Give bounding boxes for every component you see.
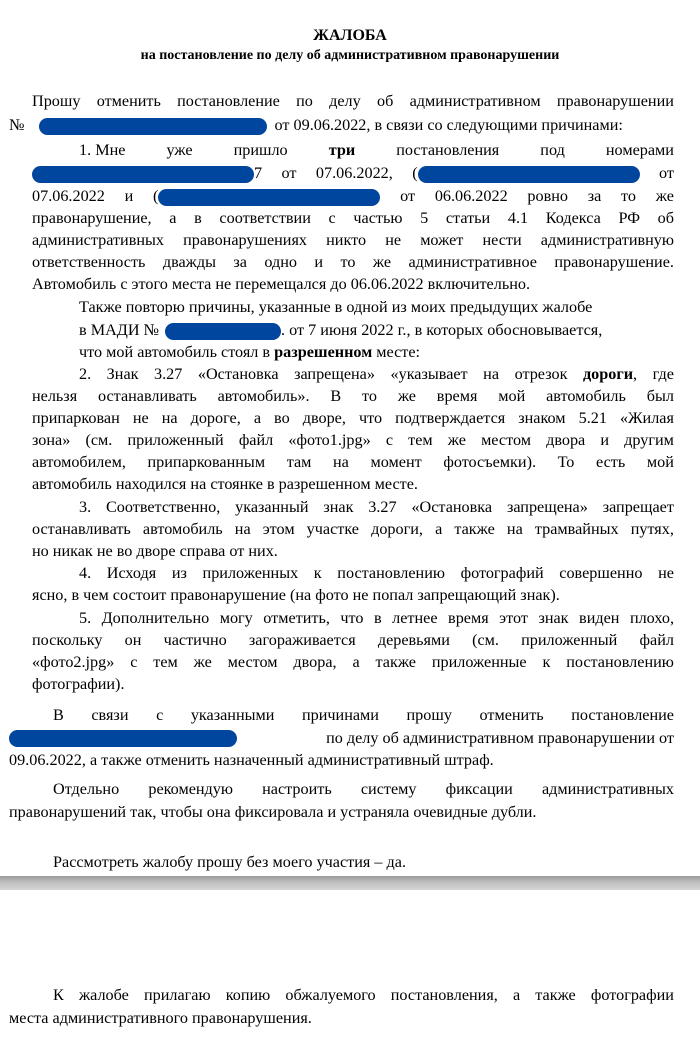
word: 3. (79, 498, 92, 516)
word: 2. (79, 365, 92, 383)
text-line: Рассмотреть жалобу прошу без моего участия – да. (53, 853, 407, 871)
word: указанный (235, 498, 309, 516)
word: Дополнительно (101, 609, 210, 627)
word: не (385, 231, 402, 249)
word: 5. (79, 609, 92, 627)
word: Кодекса (545, 209, 601, 227)
separately-line-1 (53, 780, 674, 799)
word: отрезок (514, 365, 568, 383)
word: он (124, 631, 142, 649)
word: частью (353, 209, 403, 227)
word: был (646, 387, 674, 405)
word: правонарушениях (183, 231, 308, 249)
also-line-2 (79, 321, 602, 340)
text-segment: . от 7 июня 2022 г., в которых обосновывается, (281, 321, 603, 339)
separately-line-2 (9, 803, 536, 822)
word: приложенные (431, 653, 527, 671)
word: ровно (527, 187, 568, 205)
p1-line-5 (32, 231, 674, 250)
word: (см. (85, 431, 113, 449)
word: приложенный (127, 431, 224, 449)
word: от (659, 164, 674, 182)
word: административных (32, 231, 164, 249)
word: дороге, (190, 409, 241, 427)
word: административном (409, 92, 541, 110)
word: останавливать (97, 387, 197, 405)
word: тем (408, 431, 433, 449)
word-bold: три (328, 141, 356, 159)
word: статьи (445, 209, 491, 227)
word: трамвайных (534, 520, 619, 538)
word: путях, (630, 520, 674, 538)
word: а (435, 520, 443, 538)
word: фотографий (460, 564, 544, 582)
p2-line-1 (79, 365, 674, 384)
word: запрещена» (506, 498, 588, 516)
word: с (385, 431, 394, 449)
redaction-group (32, 164, 262, 183)
request-line-3 (9, 751, 494, 770)
p1-line-2 (32, 164, 674, 183)
word: есть (596, 453, 626, 471)
consider-line (53, 853, 406, 872)
word: Исходя (106, 564, 157, 582)
word: подтверждается (395, 409, 506, 427)
word: на (234, 520, 251, 538)
word: «фото1.jpg» (288, 431, 371, 449)
p3-line-2 (32, 520, 674, 539)
word: дважды (162, 253, 216, 271)
p4-line-2 (32, 586, 560, 605)
word: и (124, 187, 134, 205)
redaction-group (412, 164, 639, 183)
word: (см. (472, 631, 499, 649)
word: постановления (396, 141, 500, 159)
word: совершенно (559, 564, 643, 582)
word: что (358, 409, 383, 427)
word: «Остановка (197, 365, 279, 383)
word: административных (541, 780, 674, 798)
word: мой (498, 387, 526, 405)
text-line: по делу об административном правонарушении от (326, 729, 674, 747)
word: за (233, 253, 247, 271)
word: знак (323, 498, 354, 516)
word: РФ (618, 209, 640, 227)
word: загораживается (248, 631, 356, 649)
word: дороги, (582, 365, 638, 383)
word: 07.06.2022, (315, 164, 393, 182)
p1-line-7 (32, 275, 530, 294)
word: к (542, 653, 551, 671)
word: что (340, 609, 364, 627)
word: автомобиль (142, 520, 223, 538)
word: может (420, 231, 464, 249)
word: систему (360, 780, 417, 798)
word: 4. (79, 564, 92, 582)
word: Прошу (32, 92, 81, 110)
word: же (372, 253, 392, 271)
also-line-1 (79, 298, 592, 317)
word: а (512, 986, 521, 1004)
redaction-bar (9, 730, 237, 747)
p1-line-3 (32, 187, 674, 206)
word: то (621, 187, 637, 205)
word: двора, (293, 653, 337, 671)
word: отменить (479, 706, 544, 724)
word: же (193, 653, 212, 671)
text-line: места административного правонарушения. (9, 1009, 312, 1027)
word: этот (499, 609, 528, 627)
word: на (161, 409, 178, 427)
also-line-3 (79, 343, 420, 362)
request-line-1 (53, 706, 674, 725)
word: виден (579, 609, 620, 627)
word: а (352, 653, 360, 671)
word: с (156, 706, 164, 724)
word: связи (91, 706, 129, 724)
p1-line-6 (32, 253, 674, 272)
word: и (600, 431, 610, 449)
word: уже (166, 141, 193, 159)
page-break (0, 876, 700, 890)
word: не (658, 564, 674, 582)
word: знаком (518, 409, 566, 427)
word: автомобилем, (32, 453, 126, 471)
word: ( (152, 187, 159, 205)
word: «указывает (390, 365, 468, 383)
word: не (132, 409, 149, 427)
word: с (328, 209, 336, 227)
text-line: но никак не во дворе справа от них. (32, 542, 278, 560)
word: от (281, 164, 297, 182)
word: приложенных (202, 564, 299, 582)
text-line: Автомобиль с этого места не перемещался до 06.06.2022 включительно. (32, 275, 531, 293)
word: «Жилая (619, 409, 674, 427)
word: «фото2.jpg» (32, 653, 115, 671)
word: 7 (254, 164, 263, 182)
word: автомобиль (546, 387, 626, 405)
p2-line-5 (32, 453, 674, 472)
word: также (375, 653, 416, 671)
document-page-2 (0, 890, 700, 1038)
word: зона» (32, 431, 71, 449)
word: же (447, 431, 466, 449)
word: К (53, 986, 64, 1004)
word: где (652, 365, 674, 383)
redaction-group (153, 187, 380, 206)
word: То (557, 453, 575, 471)
word: на (506, 520, 523, 538)
word: в (374, 609, 382, 627)
word: участке (306, 520, 359, 538)
p2-line-6 (32, 475, 418, 494)
word: время (448, 609, 489, 627)
word: рекомендую (148, 780, 233, 798)
word: соответствии (219, 209, 311, 227)
document-title: ЖАЛОБА (313, 27, 387, 44)
word: правонарушение, (32, 209, 152, 227)
word: копию (225, 986, 271, 1004)
word: время (436, 387, 478, 405)
word: отметить, (263, 609, 330, 627)
word: одно (264, 253, 298, 271)
intro-rest: от 09.06.2022, в связи со следующими причинами: (274, 116, 623, 134)
text-line: ясно, в чем состоит правонарушение (на фото не попал запрещающий знак). (32, 586, 560, 604)
word: пришло (233, 141, 288, 159)
word: ( (412, 164, 418, 182)
word: под (540, 141, 565, 159)
word: причинами (301, 706, 379, 724)
word: за (587, 187, 602, 205)
word: мой (646, 453, 674, 471)
word: останавливать (32, 520, 131, 538)
word: дворе, (302, 409, 346, 427)
word: Соответственно, (105, 498, 221, 516)
intro-line-2 (9, 116, 623, 135)
p5-line-4 (32, 675, 125, 694)
word: могу (219, 609, 253, 627)
p2-line-2 (32, 387, 674, 406)
word: припаркованным (147, 453, 266, 471)
word: же (397, 387, 416, 405)
word: и (314, 253, 324, 271)
word: постановлению (337, 564, 445, 582)
word: 3.27 (368, 498, 397, 516)
word: а (169, 209, 177, 227)
attach-line-1 (53, 986, 674, 1005)
word: обжалуемого (285, 986, 376, 1004)
word: 3.27 (154, 365, 183, 383)
word: по (296, 92, 313, 110)
word: местом (227, 653, 278, 671)
word: деревьями (377, 631, 450, 649)
text-line: 09.06.2022, а также отменить назначенный административный штраф. (9, 751, 494, 769)
p2-line-4 (32, 431, 674, 450)
p4-line-1 (79, 564, 674, 583)
attach-line-2 (9, 1009, 312, 1028)
word: прилагаю (143, 986, 211, 1004)
word: указанными (190, 706, 275, 724)
text-line: фотографии). (32, 675, 125, 693)
word: к (313, 564, 322, 582)
word: 07.06.2022 (32, 187, 105, 205)
word: постановления, (390, 986, 498, 1004)
intro-line-1 (32, 92, 674, 111)
word: местом (481, 431, 531, 449)
word: постановление (571, 706, 674, 724)
word: частично (163, 631, 227, 649)
word: плохо, (629, 609, 674, 627)
text-segment: месте: (376, 343, 421, 361)
word: жалобе (78, 986, 129, 1004)
word: прошу (406, 706, 452, 724)
word: на (333, 453, 349, 471)
word: правонарушении (556, 92, 674, 110)
word: этом (262, 520, 295, 538)
request-line-2 (9, 729, 674, 748)
word: об (376, 92, 394, 110)
word: а (253, 409, 261, 427)
document-subtitle: на постановление по делу об административном правонарушении (140, 48, 560, 63)
word: во (274, 409, 290, 427)
word: никто (326, 231, 367, 249)
word: же (655, 187, 674, 205)
word: постановлению (566, 653, 674, 671)
word: то (362, 387, 377, 405)
word: 06.06.2022 (434, 187, 508, 205)
word: тем (153, 653, 178, 671)
word: административное (408, 253, 537, 271)
word: фиксации (445, 780, 513, 798)
text-line: правонарушений так, чтобы она фиксировала и устраняла очевидные дубли. (9, 803, 537, 821)
word: правонарушение. (554, 253, 674, 271)
word: то (340, 253, 356, 271)
redaction-bar (39, 118, 267, 135)
word: делу (329, 92, 361, 110)
word: 1. Мне (79, 141, 126, 159)
word: с (130, 653, 138, 671)
text-line: автомобиль находился на стоянке в разрешенном месте. (32, 475, 418, 493)
redaction-bar (158, 189, 380, 206)
word: Отдельно (53, 780, 120, 798)
word: летнее (392, 609, 438, 627)
word: Знак (106, 365, 139, 383)
word: фотографии (590, 986, 674, 1004)
redaction-bar (165, 323, 281, 340)
word: 5.21 (578, 409, 607, 427)
word: запрещает (602, 498, 674, 516)
word: двора (546, 431, 586, 449)
text-segment: в МАДИ № (79, 321, 159, 339)
word: административную (540, 231, 674, 249)
text-line: Также повторю причины, указанные в одной из моих предыдущих жалобе (79, 298, 593, 316)
p2-line-3 (32, 409, 674, 428)
word: отменить (96, 92, 161, 110)
word: настроить (262, 780, 332, 798)
word: на (483, 365, 500, 383)
word: нести (482, 231, 522, 249)
word: также (535, 986, 576, 1004)
word: дороги, (371, 520, 423, 538)
word: также (454, 520, 495, 538)
word: запрещена» (294, 365, 375, 383)
redaction-bar (418, 166, 640, 183)
word: момент (370, 453, 422, 471)
word: знак (538, 609, 569, 627)
word: ответственность (32, 253, 146, 271)
word: фотосъемки). (443, 453, 537, 471)
word: постановление (177, 92, 280, 110)
p1-line-1 (79, 141, 674, 160)
p3-line-1 (79, 498, 674, 517)
word: нельзя (32, 387, 78, 405)
word: 4.1 (507, 209, 529, 227)
word: файл (238, 431, 274, 449)
text-segment: что мой автомобиль стоял в (79, 343, 271, 361)
word: припаркован (32, 409, 120, 427)
text-bold: разрешенном (274, 343, 373, 361)
p5-line-2 (32, 631, 674, 650)
word: файл (639, 631, 674, 649)
p1-line-4 (32, 209, 674, 228)
word: В (330, 387, 342, 405)
word: номерами (605, 141, 674, 159)
word: от (400, 187, 416, 205)
p3-line-3 (32, 542, 278, 561)
p5-line-1 (79, 609, 674, 628)
p5-line-3 (32, 653, 674, 672)
word: «Остановка (411, 498, 493, 516)
word: 5 (420, 209, 429, 227)
word: автомобиль». (217, 387, 310, 405)
word: из (171, 564, 187, 582)
word: там (286, 453, 312, 471)
redaction-bar (32, 166, 254, 183)
word: в (194, 209, 202, 227)
number-sign: № (9, 116, 25, 134)
word: об (657, 209, 674, 227)
word: В (53, 706, 64, 724)
word: приложенный (521, 631, 618, 649)
word: поскольку (32, 631, 103, 649)
word: другим (624, 431, 674, 449)
